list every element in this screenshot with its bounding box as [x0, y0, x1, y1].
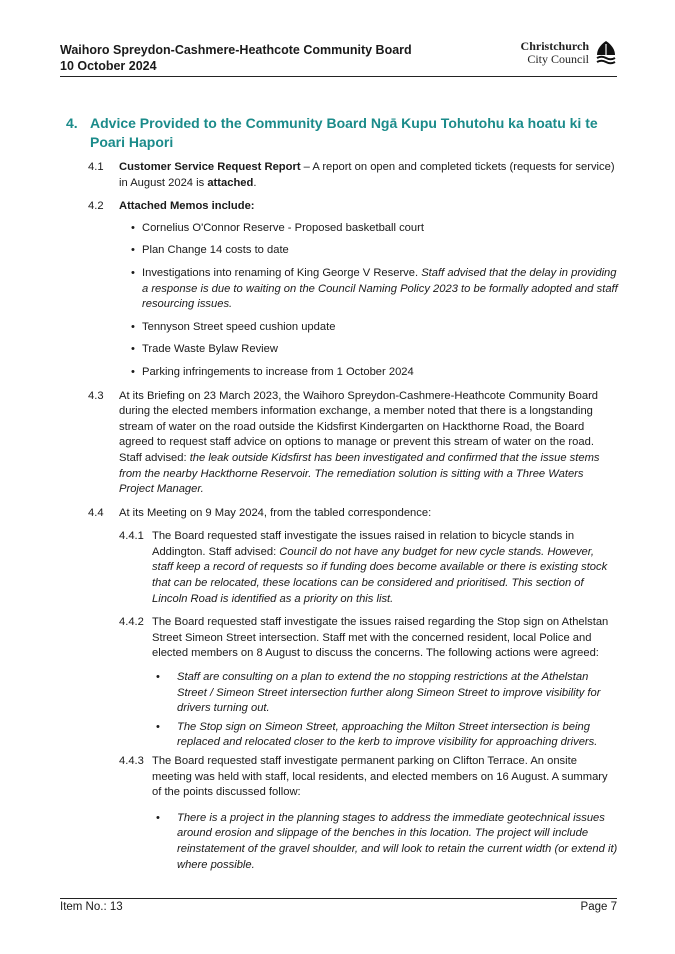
subitem-text: The Board requested staff investigate permanent parking on Clifton Terrace. An onsite meeting was held with staff, local residents, and elected members on 16 August. A summary of the points discussed follow: [152, 755, 608, 799]
footer-page-number: Page 7 [580, 901, 617, 913]
item-4-4-3 [66, 754, 618, 801]
memos-list [66, 221, 618, 381]
staff-advice: the leak outside Kidsfirst has been investigated and confirmed that the issue stems from the nearby Hackthorne Reservoir. The remediation solution is sitting with a Three Waters Project Manager. [119, 451, 600, 496]
header-date: 10 October 2024 [60, 59, 157, 73]
subitem-text: The Board requested staff investigate the issues raised in relation to bicycle stands in Addington. Staff advised: [152, 530, 575, 558]
memo-text: Investigations into renaming of King George V Reserve. [142, 266, 422, 279]
item-text: – A report on open and completed tickets (requests for service) in August 2024 is [119, 161, 615, 189]
list-item [142, 266, 618, 313]
footer-divider [60, 898, 617, 899]
report-title: Customer Service Request Report [119, 161, 301, 173]
section-number: 4. [66, 115, 78, 131]
subitem-body [152, 529, 618, 607]
item-number: 4.2 [88, 200, 104, 213]
list-item [142, 221, 618, 237]
list-item: • The Stop sign on Simeon Street, approaching the Milton Street intersection is being replaced and relocated closer to the kerb to improve visibility for approaching drivers. [177, 720, 618, 751]
staff-advice: Council do not have any budget for new cycle stands. However, staff keep a record of requests so if funding does become available or there is existing stock that can be relocated, these locations can be considered and prioritised. This section of Lincoln Road is identified as a priority on this list. [152, 545, 608, 605]
section-title: Advice Provided to the Community Board Ngā Kupu Tohutohu ka hoatu ki te Poari Hapori [90, 115, 598, 150]
council-logo [521, 40, 617, 66]
memo-text: Plan Change 14 costs to date [142, 244, 289, 257]
subitem-number: 4.4.3 [119, 755, 144, 767]
item-body [119, 160, 618, 191]
item-number: 4.3 [88, 389, 104, 402]
item-body [119, 389, 618, 498]
logo-line-2: City Council [527, 52, 589, 66]
item-4-4 [66, 506, 618, 522]
list-item [142, 365, 618, 381]
header-divider [60, 76, 617, 77]
memo-text: Cornelius O'Connor Reserve - Proposed basketball court [142, 221, 424, 234]
attached-label: attached [207, 176, 254, 189]
logo-text [521, 40, 589, 66]
list-item [142, 320, 618, 336]
memo-text: Trade Waste Bylaw Review [142, 343, 278, 356]
footer-item-number: Item No.: 13 [60, 901, 123, 913]
item-4-4-2 [66, 615, 618, 662]
list-item [142, 243, 618, 259]
item-4-1 [66, 160, 618, 191]
list-item: • There is a project in the planning stages to address the immediate geotechnical issues around erosion and slippage of the benches in this location. The project will include reinstatement of the gravel shoulder, and will look to retain the current width (or extend it) where possible. [177, 811, 618, 873]
memo-text: Parking infringements to increase from 1 October 2024 [142, 365, 414, 378]
document-body [66, 114, 618, 876]
item-4-4-1 [66, 529, 618, 607]
subitem-number: 4.4.1 [119, 530, 144, 543]
memo-text: Tennyson Street speed cushion update [142, 320, 336, 333]
list-item: • Staff are consulting on a plan to extend the no stopping restrictions at the Athelstan Street / Simeon Street intersection further along Simeon Street to improve visibility for drivers turning out. [177, 670, 618, 717]
item-number: 4.4 [88, 506, 104, 519]
logo-line-1: Christchurch [520, 39, 589, 53]
memo-note: Staff advised that the delay in providing a response is due to waiting on the Council Naming Policy 2023 to be formally adopted and staff resourcing issues. [142, 266, 618, 311]
header-title [60, 42, 412, 74]
item-4-2 [66, 199, 618, 215]
section-heading [66, 114, 618, 152]
memos-heading: Attached Memos include: [119, 200, 255, 213]
subitem-number: 4.4.2 [119, 616, 144, 629]
ccc-logo-mark-icon [595, 40, 617, 66]
item-4-3 [66, 389, 618, 498]
agreed-actions-list [66, 670, 618, 751]
item-number: 4.1 [88, 161, 104, 173]
subitem-text: The Board requested staff investigate the issues raised regarding the Stop sign on Athelstan Street Simeon Street intersection. Staff met with the concerned resident, local Police and elected members on 8 August to discuss the concerns. The following actions were agreed: [152, 616, 609, 660]
discussion-points-list [66, 811, 618, 873]
list-item [142, 342, 618, 358]
item-end: . [253, 176, 257, 189]
item-text: At its Meeting on 9 May 2024, from the tabled correspondence: [119, 506, 432, 519]
item-text: At its Briefing on 23 March 2023, the Waihoro Spreydon-Cashmere-Heathcote Community Board during the elected members information exchange, a member noted that there is a longstanding stream of water on the road outside the Kidsfirst Kindergarten on Hackthorne Road, the Board agreed to request staff advice on options to manage or prevent this stream of water on the road. Staff advised: [119, 389, 599, 464]
header-board-name: Waihoro Spreydon-Cashmere-Heathcote Community Board [60, 43, 412, 57]
